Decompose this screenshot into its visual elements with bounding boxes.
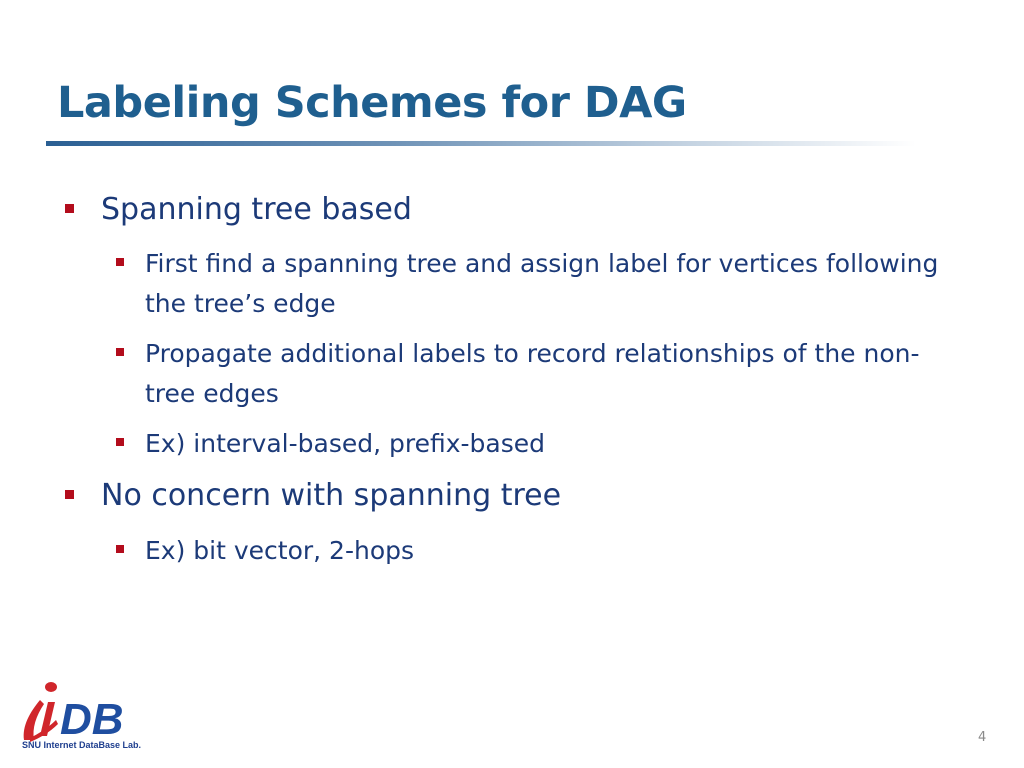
sub-bullet-marker <box>116 258 124 266</box>
sub-bullet-marker <box>116 348 124 356</box>
logo-tagline: SNU Internet DataBase Lab. <box>22 740 142 750</box>
bullet-marker <box>65 204 74 213</box>
svg-text:DB: DB <box>60 695 124 744</box>
bullet-marker <box>65 490 74 499</box>
page-number: 4 <box>978 730 987 745</box>
sub-bullet-text: Ex) interval-based, prefix-based <box>145 429 545 458</box>
slide-title: Labeling Schemes for DAG <box>57 78 687 128</box>
sub-bullet-marker <box>116 545 124 553</box>
title-underline <box>46 141 916 146</box>
sub-bullet-text: Propagate additional labels to record relationships of the non-tree edges <box>145 339 920 408</box>
sub-bullet-marker <box>116 438 124 446</box>
bullet-text: Spanning tree based <box>101 192 412 227</box>
sub-bullet-text: First find a spanning tree and assign label for vertices following the tree’s edge <box>145 249 939 318</box>
sub-bullet-text: Ex) bit vector, 2-hops <box>145 536 415 565</box>
bullet-text: No concern with spanning tree <box>101 478 562 513</box>
